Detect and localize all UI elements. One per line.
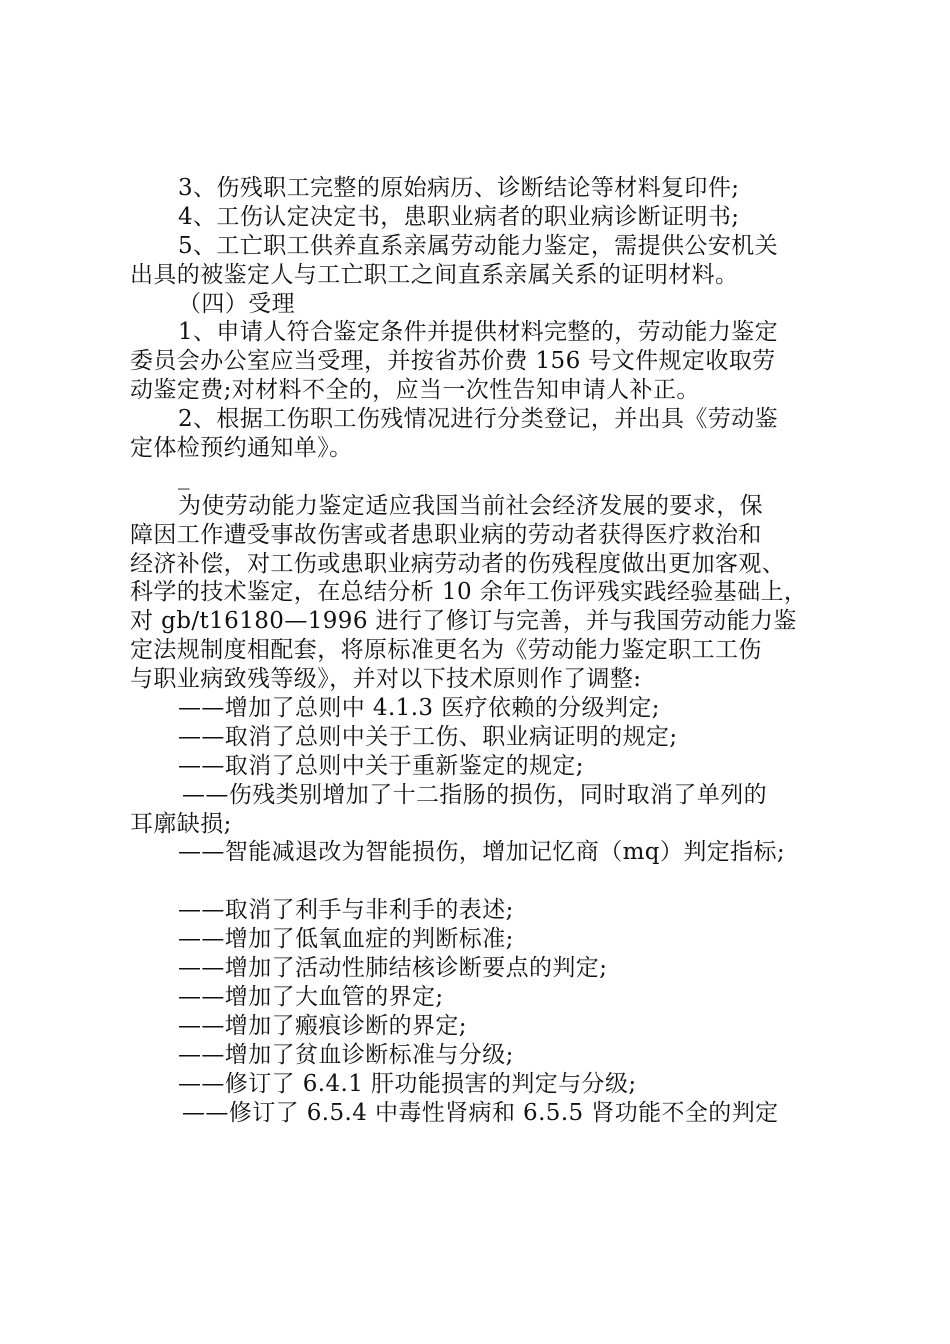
list-item: ——取消了利手与非利手的表述; [178, 897, 514, 924]
list-item: ——增加了活动性肺结核诊断要点的判定; [178, 955, 608, 982]
list-item: ——伤残类别增加了十二指肠的损伤，同时取消了单列的 [182, 781, 767, 808]
paragraph-line: 委员会办公室应当受理，并按省苏价费 156 号文件规定收取劳 [130, 348, 776, 375]
paragraph-line: 障因工作遭受事故伤害或者患职业病的劳动者获得医疗救治和 [130, 521, 762, 548]
list-item: ——增加了总则中 4.1.3 医疗依赖的分级判定; [178, 695, 660, 722]
paragraph-line: 定法规制度相配套，将原标准更名为《劳动能力鉴定职工工伤 [130, 637, 762, 664]
list-item: ——取消了总则中关于重新鉴定的规定; [178, 752, 584, 779]
blank-line [130, 867, 840, 896]
separator-mark: _ [178, 463, 190, 490]
paragraph-line: 5、工亡职工供养直系亲属劳动能力鉴定，需提供公安机关 [178, 232, 779, 259]
document-body [130, 174, 840, 1127]
paragraph-line: 对 gb/t16180—1996 进行了修订与完善，并与我国劳动能力鉴 [130, 608, 797, 635]
paragraph-line: 2、根据工伤职工伤残情况进行分类登记，并出具《劳动鉴 [178, 406, 779, 433]
paragraph-line: 3、伤残职工完整的原始病历、诊断结论等材料复印件; [178, 175, 740, 201]
paragraph-line: 与职业病致残等级》，并对以下技术原则作了调整: [130, 666, 642, 693]
paragraph-line: 动鉴定费;对材料不全的，应当一次性告知申请人补正。 [130, 377, 700, 404]
paragraph-line: 经济补偿，对工伤或患职业病劳动者的伤残程度做出更加客观、 [130, 550, 786, 577]
list-item: ——增加了瘢痕诊断的界定; [178, 1012, 467, 1039]
list-item: ——增加了大血管的界定; [178, 983, 444, 1010]
paragraph-line: 定体检预约通知单》。 [130, 435, 353, 462]
list-item: ——智能减退改为智能损伤，增加记忆商（mq）判定指标; [178, 839, 786, 866]
section-heading: （四）受理 [178, 290, 295, 317]
list-item: ——增加了低氧血症的判断标准; [178, 926, 514, 953]
list-item-continuation: 耳廓缺损; [130, 810, 232, 837]
list-item: ——增加了贫血诊断标准与分级; [178, 1041, 514, 1068]
list-item: ——修订了 6.5.4 中毒性肾病和 6.5.5 肾功能不全的判定 [182, 1099, 779, 1126]
paragraph-line: 为使劳动能力鉴定适应我国当前社会经济发展的要求，保 [178, 492, 763, 519]
list-item: ——修订了 6.4.1 肝功能损害的判定与分级; [178, 1070, 637, 1097]
paragraph-line: 1、申请人符合鉴定条件并提供材料完整的，劳动能力鉴定 [178, 319, 779, 346]
paragraph-line: 4、工伤认定决定书，患职业病者的职业病诊断证明书; [178, 203, 740, 230]
list-item: ——取消了总则中关于工伤、职业病证明的规定; [178, 723, 678, 750]
paragraph-line: 出具的被鉴定人与工亡职工之间直系亲属关系的证明材料。 [130, 261, 739, 288]
paragraph-line: 科学的技术鉴定，在总结分析 10 余年工伤评残实践经验基础上， [130, 579, 808, 606]
